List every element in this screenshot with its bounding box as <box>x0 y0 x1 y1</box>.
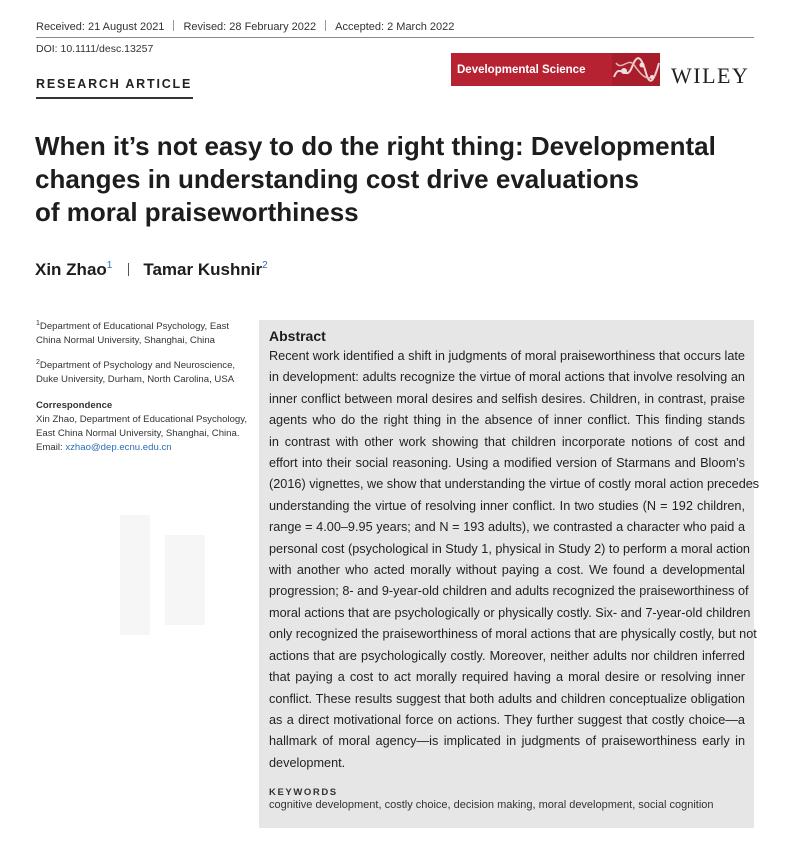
abstract-line: agents who do the right thing in the absence of inner conflict. This finding stands <box>269 413 745 428</box>
author-list <box>35 260 268 280</box>
affiliation <box>36 356 251 387</box>
publisher-logo: WILEY <box>671 63 750 88</box>
journal-cover-art-icon <box>612 53 660 86</box>
affiliation-marker[interactable]: 2 <box>262 260 268 271</box>
abstract-line: range = 4.00–9.95 years; and N = 193 adults), we contrasted a character who paid a <box>269 520 745 535</box>
accepted-date: Accepted: 2 March 2022 <box>335 21 455 33</box>
affiliation-number: 2 <box>36 359 40 366</box>
correspondence-email <box>36 441 251 455</box>
abstract-line: actions that are psychologically costly. Moreover, neither adults nor children inferred <box>269 648 745 663</box>
affiliation-number: 1 <box>36 320 40 327</box>
article-title <box>35 130 735 229</box>
abstract-line: effort into their social reasoning. Using a modified version of Starmans and Bloom’s <box>269 456 745 471</box>
affiliations-column <box>36 317 251 455</box>
date-separator <box>173 20 174 31</box>
revised-date: Revised: 28 February 2022 <box>183 21 317 33</box>
email-label: Email: <box>36 442 66 453</box>
journal-name: Developmental Science <box>457 63 586 76</box>
abstract-line: conflict. These results suggest that both adults and children conceptualize obligation <box>269 691 745 706</box>
affiliation-marker[interactable]: 1 <box>106 260 113 271</box>
affiliation <box>36 317 251 348</box>
abstract-box <box>259 320 760 828</box>
abstract-line: (2016) vignettes, we show that understanding the virtue of costly moral action precedes <box>269 477 760 492</box>
abstract-line: understanding the virtue of resolving inner conflict. In two studies (N = 192 children, <box>269 498 745 513</box>
abstract-line: with another who acted morally without paying a cost. We found a developmental <box>269 563 745 578</box>
faint-watermark-icon <box>110 505 220 645</box>
doi[interactable]: DOI: 10.1111/desc.13257 <box>36 43 154 55</box>
title-line: When it’s not easy to do the right thing: Developmental <box>35 131 716 161</box>
abstract-line: development. <box>269 755 346 770</box>
title-line: changes in understanding cost drive evaluations <box>35 164 639 194</box>
author-separator <box>128 263 129 276</box>
keywords-list: cognitive development, costly choice, decision making, moral development, social cognition <box>269 799 714 812</box>
abstract-line: progression; 8- and 9-year-old children and adults recognized the praiseworthiness of <box>269 584 749 599</box>
abstract-line: hallmark of moral agency—is implicated in judgments of praiseworthiness early in <box>269 734 745 749</box>
header-rule <box>36 37 754 38</box>
article-type: RESEARCH ARTICLE <box>36 77 193 91</box>
publication-dates <box>36 20 752 33</box>
abstract-line: in contrast with other work showing that children incorporate notions of cost and <box>269 434 745 449</box>
abstract-line: as a direct motivational force on actions. They further suggest that costly choice—a <box>269 712 745 727</box>
email-link[interactable]: xzhao@dep.ecnu.edu.cn <box>65 442 172 453</box>
abstract-line: in development: adults recognize the virtue of moral actions that involve resolving an <box>269 370 745 385</box>
received-date: Received: 21 August 2021 <box>36 21 165 33</box>
article-type-underline <box>36 97 193 99</box>
journal-badge <box>451 53 660 86</box>
affiliation-text: Department of Psychology and Neuroscience, Duke University, Durham, North Carolina, USA <box>36 360 236 385</box>
correspondence-text: Xin Zhao, Department of Educational Psychology, East China Normal University, Shanghai, China. <box>36 414 248 439</box>
abstract-line: only recognized the praiseworthiness of moral actions that are physically costly, but not <box>269 627 757 642</box>
abstract-line: that paying a cost to act morally required having a moral desire or resolving inner <box>269 670 745 685</box>
abstract-line: Recent work identified a shift in judgments of moral praiseworthiness that occurs late <box>269 349 745 363</box>
correspondence-heading: Correspondence <box>36 400 113 411</box>
author-name[interactable]: Xin Zhao <box>35 260 107 279</box>
abstract-body <box>269 346 760 774</box>
title-line: of moral praiseworthiness <box>35 197 359 227</box>
date-separator <box>325 20 326 31</box>
abstract-line: inner conflict between moral desires and selfish desires. Children, in contrast, praise <box>269 391 745 406</box>
abstract-line: moral actions that are psychologically or physically costly. Six- and 7-year-old children <box>269 605 751 620</box>
abstract-line: personal cost (psychological in Study 1, physical in Study 2) to perform a moral action <box>269 541 750 556</box>
author-name[interactable]: Tamar Kushnir <box>143 260 263 279</box>
keywords-heading: KEYWORDS <box>269 787 338 799</box>
affiliation-text: Department of Educational Psychology, East China Normal University, Shanghai, China <box>36 321 230 346</box>
abstract-heading: Abstract <box>269 328 326 344</box>
